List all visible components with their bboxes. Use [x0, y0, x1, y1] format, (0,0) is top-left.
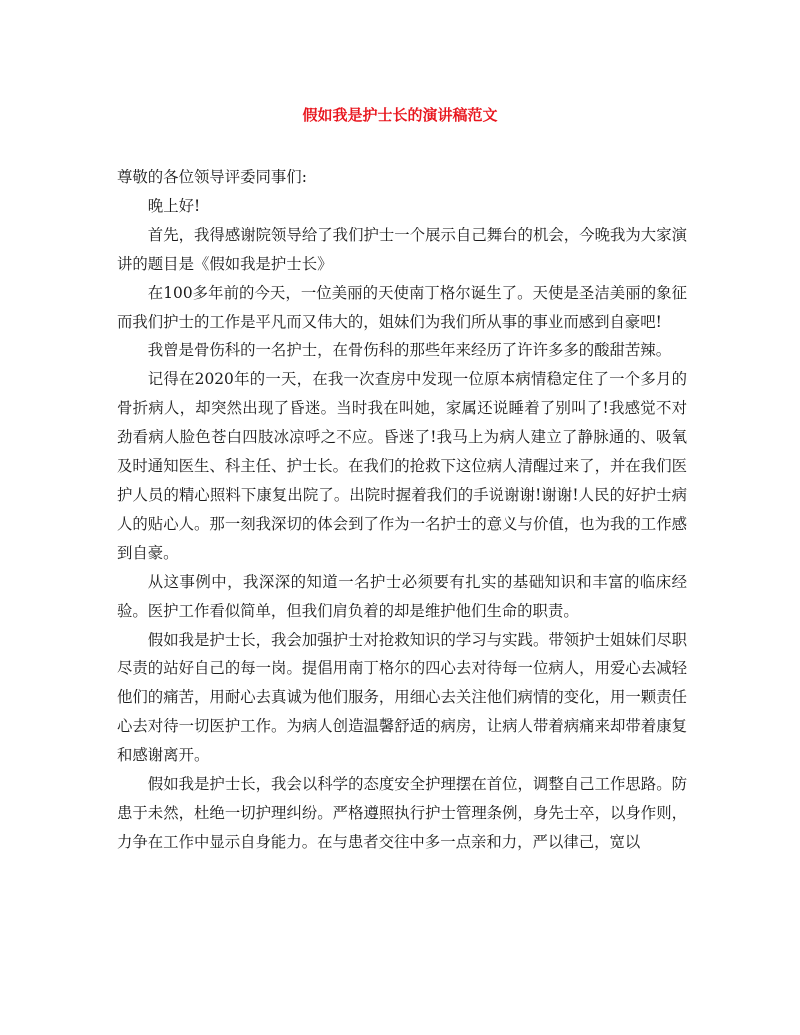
- paragraph-nightingale: 在100多年前的今天，一位美丽的天使南丁格尔诞生了。天使是圣洁美丽的象征而我们护士的工作是平凡而又伟大的，姐妹们为我们所从事的事业而感到自豪吧!: [117, 283, 687, 331]
- salutation: 尊敬的各位领导评委同事们:: [117, 168, 307, 186]
- paragraph-story: 记得在2020年的一天，在我一次查房中发现一位原本病情稳定住了一个多月的骨折病人，却突然出现了昏迷。当时我在叫她，家属还说睡着了别叫了!我感觉不对劲看病人脸色苍白四肢冰凉呼之不应。昏迷了!我马上为病人建立了静脉通的、吸氧及时通知医生、科主任、护士长。在我们的抢救下这位病人清醒过来了，并在我们医护人员的精心照料下康复出院了。出院时握着我们的手说谢谢!谢谢!人民的好护士病人的贴心人。那一刻我深切的体会到了作为一名护士的意义与价值，也为我的工作感到自豪。: [117, 370, 687, 562]
- paragraph-greeting: 晚上好!: [147, 196, 201, 215]
- paragraph-training: 假如我是护士长，我会加强护士对抢救知识的学习与实践。带领护士姐妹们尽职尽责的站好自己的每一岗。提倡用南丁格尔的四心去对待每一位病人，用爱心去减轻他们的痛苦，用耐心去真诚为他们服务，用细心去关注他们病情的变化，用一颗责任心去对待一切医护工作。为病人创造温馨舒适的病房，让病人带着病痛来却带着康复和感谢离开。: [117, 630, 687, 765]
- paragraph-safety: 假如我是护士长，我会以科学的态度安全护理摆在首位，调整自己工作思路。防患于未然，杜绝一切护理纠纷。严格遵照执行护士管理条例，身先士卒，以身作则，力争在工作中显示自身能力。在与患者交往中多一点亲和力，严以律己，宽以: [117, 775, 687, 851]
- paragraph-lesson: 从这事例中，我深深的知道一名护士必须要有扎实的基础知识和丰富的临床经验。医护工作看似简单，但我们肩负着的却是维护他们生命的职责。: [117, 572, 687, 620]
- document-body: [117, 163, 687, 857]
- paragraph-intro: 首先，我得感谢院领导给了我们护士一个展示自己舞台的机会，今晚我为大家演讲的题目是《假如我是护士长》: [117, 225, 687, 273]
- document-title: 假如我是护士长的演讲稿范文: [302, 106, 498, 124]
- paragraph-orthopedics: 我曾是骨伤科的一名护士，在骨伤科的那些年来经历了许许多多的酸甜苦辣。: [147, 341, 672, 360]
